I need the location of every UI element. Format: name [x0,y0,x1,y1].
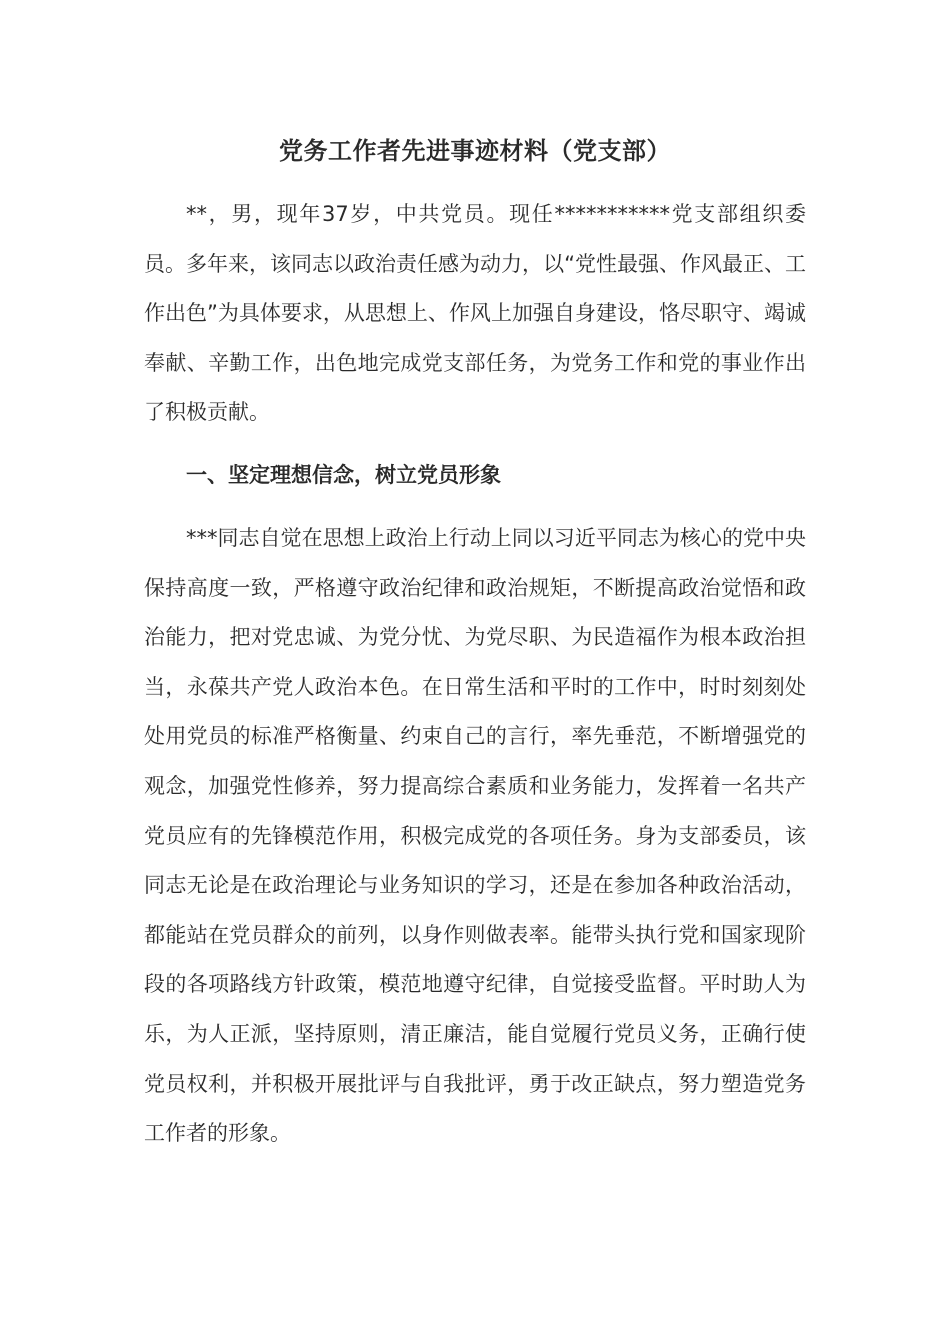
intro-paragraph: **，男，现年37岁，中共党员。现任***********党支部组织委员。多年来，该同志以政治责任感为动力，以“党性最强、作风最正、工作出色”为具体要求，从思想上、作风上加强自身建设，恪尽职守、竭诚奉献、辛勤工作，出色地完成党支部任务，为党务工作和党的事业作出了积极贡献。 [144,202,806,425]
section-heading: 一、坚定理想信念，树立党员形象 [186,463,501,487]
section-paragraph: ***同志自觉在思想上政治上行动上同以习近平同志为核心的党中央保持高度一致，严格遵守政治纪律和政治规矩，不断提高政治觉悟和政治能力，把对党忠诚、为党分忧、为党尽职、为民造福作为根本政治担当，永葆共产党人政治本色。在日常生活和平时的工作中，时时刻刻处处用党员的标准严格衡量、约束自己的言行，率先垂范，不断增强党的观念，加强党性修养，努力提高综合素质和业务能力，发挥着一名共产党员应有的先锋模范作用，积极完成党的各项任务。身为支部委员，该同志无论是在政治理论与业务知识的学习，还是在参加各种政治活动，都能站在党员群众的前列，以身作则做表率。能带头执行党和国家现阶段的各项路线方针政策，模范地遵守纪律，自觉接受监督。平时助人为乐，为人正派，坚持原则，清正廉洁，能自觉履行党员义务，正确行使党员权利，并积极开展批评与自我批评，勇于改正缺点，努力塑造党务工作者的形象。 [144,526,806,1146]
document-title: 党务工作者先进事迹材料（党支部） [279,137,671,165]
